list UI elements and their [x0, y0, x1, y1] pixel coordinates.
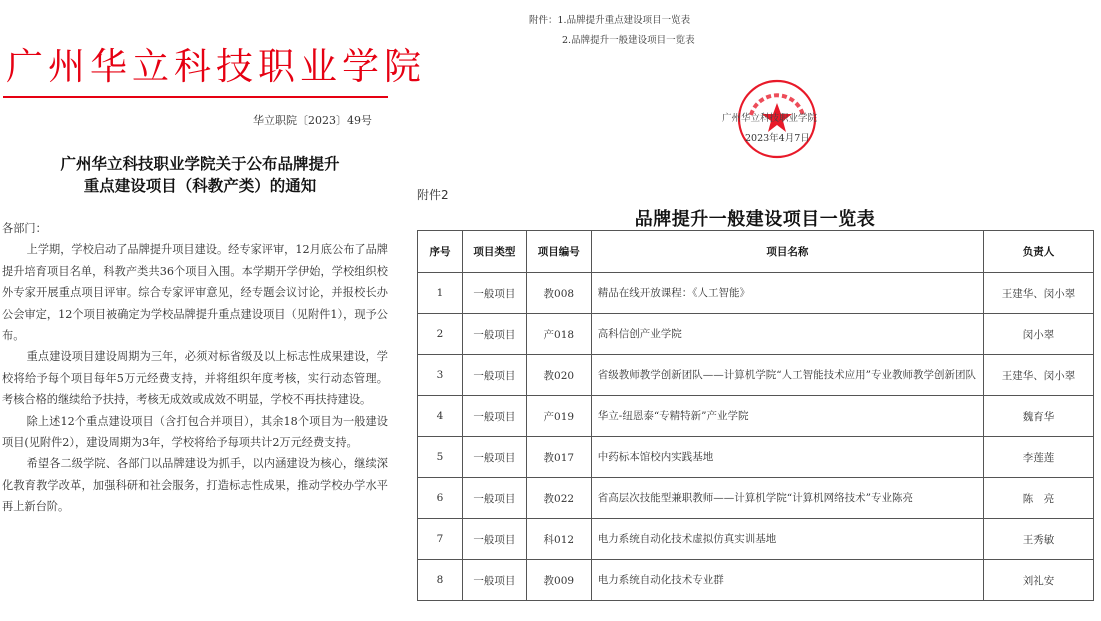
body-paragraph: 除上述12个重点建设项目（含打包合并项目），其余18个项目为一般建设项目(见附件2），建设周期为3年，学校将给予每项共计2万元经费支持。 [2, 414, 388, 450]
cell-name: 中药标本馆校内实践基地 [591, 437, 983, 478]
cell-lead: 刘礼安 [984, 560, 1094, 601]
letterhead-red-rule [3, 96, 388, 98]
table-row [418, 314, 1094, 355]
cell-code: 教009 [526, 560, 591, 601]
table-row [418, 478, 1094, 519]
projects-table [417, 230, 1094, 601]
cell-code: 教022 [526, 478, 591, 519]
cell-code: 产019 [526, 396, 591, 437]
notice-title-line-1: 广州华立科技职业学院关于公布品牌提升 [60, 155, 340, 173]
body-paragraph: 重点建设项目建设周期为三年，必须对标省级及以上标志性成果建设，学校将给予每个项目每年5万元经费支持，并将组织年度考核，实行动态管理。考核合格的继续给予扶持，考核无成效或成效不明显，学校不再扶持建设。 [2, 350, 388, 407]
notice-title-line-2: 重点建设项目（科教产类）的通知 [83, 177, 317, 195]
attachment-item-1: 附件：1.品牌提升重点建设项目一览表 [529, 15, 691, 26]
attachment-item-2: 2.品牌提升一般建设项目一览表 [562, 35, 695, 46]
cell-lead: 王秀敏 [984, 519, 1094, 560]
cell-lead: 王建华、闵小翠 [984, 355, 1094, 396]
cell-no: 4 [418, 396, 463, 437]
cell-type: 一般项目 [462, 560, 526, 601]
cell-code: 教017 [526, 437, 591, 478]
cell-no: 1 [418, 273, 463, 314]
cell-lead: 闵小翠 [984, 314, 1094, 355]
cell-name: 高科信创产业学院 [591, 314, 983, 355]
cell-lead: 王建华、闵小翠 [984, 273, 1094, 314]
cell-name: 电力系统自动化技术专业群 [591, 560, 983, 601]
column-header-lead: 负责人 [984, 231, 1094, 273]
school-letterhead-title: 广州华立科技职业学院 [6, 45, 426, 88]
cell-lead: 李莲莲 [984, 437, 1094, 478]
table-row [418, 519, 1094, 560]
cell-code: 教008 [526, 273, 591, 314]
cell-type: 一般项目 [462, 396, 526, 437]
document-number: 华立职院〔2023〕49号 [253, 114, 372, 127]
table-header-row [418, 231, 1094, 273]
table-row [418, 437, 1094, 478]
cell-no: 5 [418, 437, 463, 478]
cell-name: 华立-纽恩泰“专精特新”产业学院 [591, 396, 983, 437]
cell-lead: 陈 亮 [984, 478, 1094, 519]
salutation: 各部门： [2, 222, 47, 235]
cell-name: 精品在线开放课程：《人工智能》 [591, 273, 983, 314]
cell-code: 科012 [526, 519, 591, 560]
cell-type: 一般项目 [462, 437, 526, 478]
cell-code: 产018 [526, 314, 591, 355]
cell-no: 8 [418, 560, 463, 601]
cell-name: 电力系统自动化技术虚拟仿真实训基地 [591, 519, 983, 560]
cell-name: 省级教师教学创新团队——计算机学院“人工智能技术应用”专业教师教学创新团队 [591, 355, 983, 396]
cell-lead: 魏育华 [984, 396, 1094, 437]
cell-type: 一般项目 [462, 519, 526, 560]
cell-code: 教020 [526, 355, 591, 396]
column-header-name: 项目名称 [591, 231, 983, 273]
annex-table-title: 品牌提升一般建设项目一览表 [634, 209, 876, 230]
cell-no: 3 [418, 355, 463, 396]
cell-type: 一般项目 [462, 478, 526, 519]
table-row [418, 273, 1094, 314]
cell-type: 一般项目 [462, 355, 526, 396]
body-paragraph: 上学期，学校启动了品牌提升项目建设。经专家评审，12月底公布了品牌提升培育项目名单，科教产类共36个项目入围。本学期开学伊始，学校组织校外专家开展重点项目评审。综合专家评审意见，经专题会议讨论，并报校长办公会审定，12个项目被确定为学校品牌提升重点建设项目（见附件1），现予公布。 [2, 243, 388, 343]
attachments-list [529, 11, 695, 51]
table-row [418, 396, 1094, 437]
signature-date: 2023年4月7日 [745, 133, 810, 144]
column-header-no: 序号 [418, 231, 463, 273]
notice-body [2, 218, 388, 518]
notice-title [0, 153, 400, 197]
cell-name: 省高层次技能型兼职教师——计算机学院“计算机网络技术”专业陈亮 [591, 478, 983, 519]
column-header-type: 项目类型 [462, 231, 526, 273]
column-header-code: 项目编号 [526, 231, 591, 273]
cell-no: 7 [418, 519, 463, 560]
cell-no: 2 [418, 314, 463, 355]
table-row [418, 560, 1094, 601]
signature-organization: 广州华立科技职业学院 [722, 113, 818, 124]
cell-type: 一般项目 [462, 273, 526, 314]
cell-no: 6 [418, 478, 463, 519]
cell-type: 一般项目 [462, 314, 526, 355]
annex-label: 附件2 [417, 188, 449, 202]
table-row [418, 355, 1094, 396]
body-paragraph: 希望各二级学院、各部门以品牌建设为抓手，以内涵建设为核心，继续深化教育教学改革，加强科研和社会服务，打造标志性成果，推动学校办学水平再上新台阶。 [2, 457, 388, 514]
